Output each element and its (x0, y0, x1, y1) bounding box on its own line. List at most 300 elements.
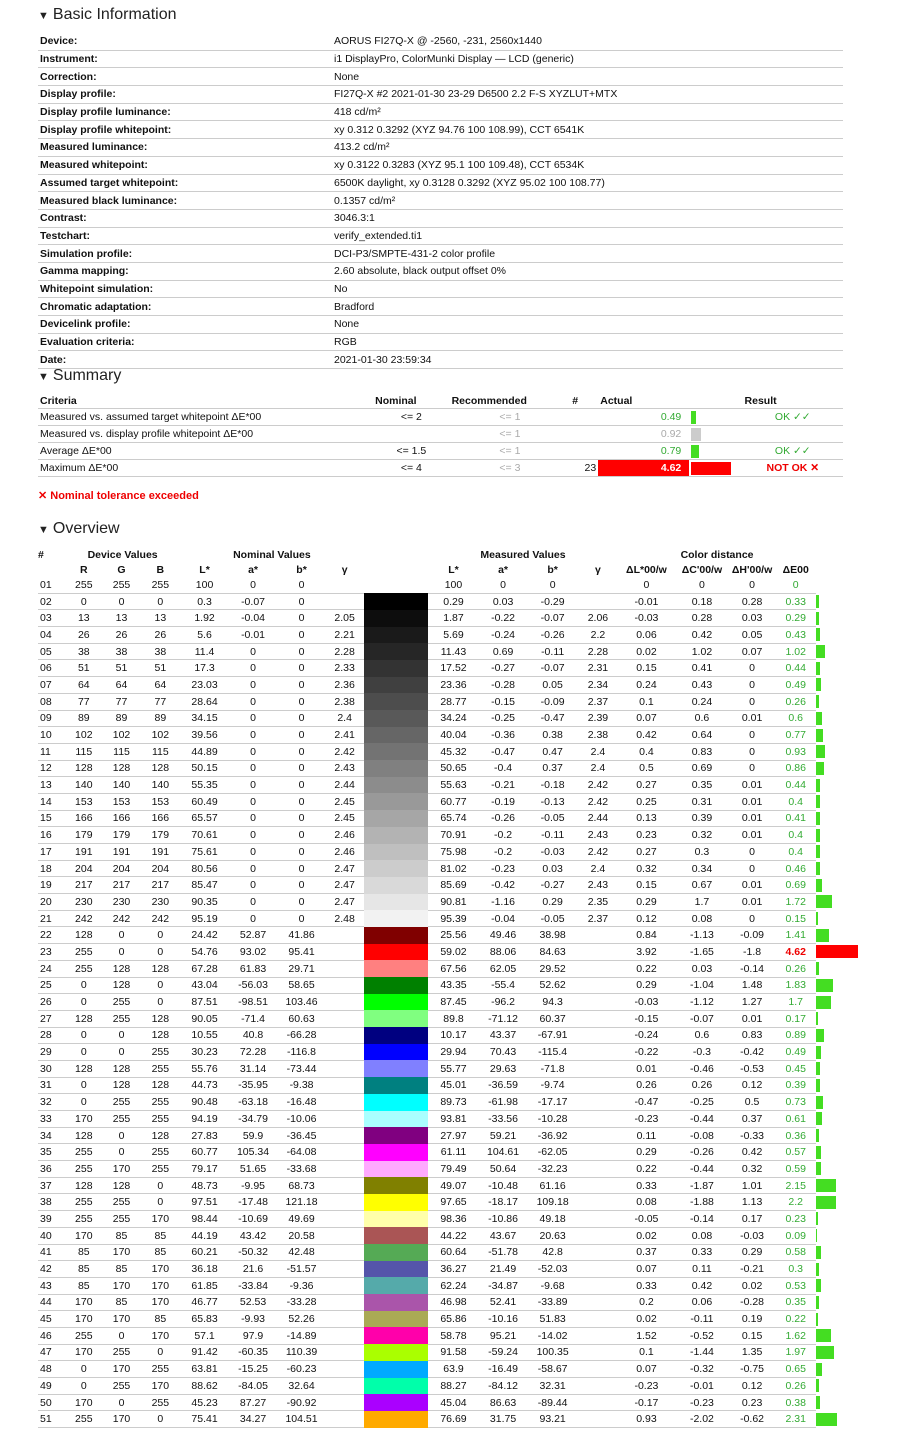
collapse-triangle-icon[interactable]: ▼ (38, 371, 49, 383)
delta-e-bar-cell (816, 1094, 868, 1111)
info-row (38, 192, 843, 210)
cell: 0.17 (729, 1211, 775, 1228)
cell: 26 (103, 627, 141, 644)
cell: 85 (140, 1244, 180, 1261)
cell: 0.3 (675, 844, 729, 861)
cell: 27.83 (180, 1127, 229, 1144)
cell: 0.6 (775, 710, 816, 727)
delta-e-bar (816, 829, 820, 842)
cell: -9.93 (229, 1311, 278, 1328)
cell: 0.01 (729, 710, 775, 727)
cell: 0.36 (775, 1127, 816, 1144)
cell: 170 (140, 1378, 180, 1395)
cell: 179 (65, 827, 103, 844)
color-swatch (364, 643, 429, 660)
cell (326, 1244, 364, 1261)
row-number: 22 (38, 927, 65, 944)
overview-row (38, 1261, 868, 1278)
cell: 128 (140, 1010, 180, 1027)
info-key: Date: (38, 351, 332, 369)
row-number: 19 (38, 877, 65, 894)
cell: -0.23 (675, 1394, 729, 1411)
cell: 0 (675, 577, 729, 593)
row-number: 48 (38, 1361, 65, 1378)
delta-e-bar-cell (816, 743, 868, 760)
cell: 255 (140, 1361, 180, 1378)
cell: 0 (103, 1144, 141, 1161)
cell: 25.56 (428, 927, 479, 944)
cell: -71.12 (479, 1010, 528, 1027)
cell: 2.4 (578, 743, 618, 760)
cell: 58.78 (428, 1327, 479, 1344)
cell: 0 (229, 860, 278, 877)
cell: 0.13 (618, 810, 675, 827)
delta-e-bar (816, 929, 829, 942)
summary-heading[interactable]: ▼ Summary (38, 367, 122, 384)
cell: -0.42 (479, 877, 528, 894)
info-value: None (332, 68, 843, 86)
color-swatch (364, 610, 429, 627)
cell: -0.36 (479, 727, 528, 744)
cell: 2.45 (326, 793, 364, 810)
color-distance-header: Color distance (680, 548, 754, 561)
cell: 2.2 (775, 1194, 816, 1211)
cell: 0 (229, 710, 278, 727)
cell: 0.12 (729, 1378, 775, 1395)
cell: 0.18 (675, 593, 729, 610)
cell: 61.83 (229, 960, 278, 977)
cell: 0 (140, 944, 180, 961)
cell: 93.21 (527, 1411, 578, 1428)
cell: 80.56 (180, 860, 229, 877)
cell: 1.27 (729, 994, 775, 1011)
cell: 170 (65, 1294, 103, 1311)
info-value: 2021-01-30 23:59:34 (332, 351, 843, 369)
info-row (38, 156, 843, 174)
cell: -66.28 (277, 1027, 326, 1044)
cell: 0.01 (729, 877, 775, 894)
cell: 48.73 (180, 1177, 229, 1194)
row-number: 42 (38, 1261, 65, 1278)
collapse-triangle-icon[interactable]: ▼ (38, 10, 49, 22)
color-swatch (364, 960, 429, 977)
cell: 1.48 (729, 977, 775, 994)
cell: 0.6 (675, 710, 729, 727)
cell: 0 (277, 627, 326, 644)
row-number: 46 (38, 1327, 65, 1344)
cell: 0 (277, 727, 326, 744)
cell: 0.35 (775, 1294, 816, 1311)
cell: 49.07 (428, 1177, 479, 1194)
overview-row (38, 827, 868, 844)
cell: 76.69 (428, 1411, 479, 1428)
cell: 0.4 (775, 827, 816, 844)
cell: 40.8 (229, 1027, 278, 1044)
color-swatch (364, 1411, 429, 1428)
cell: -0.18 (527, 777, 578, 794)
cell: 0.01 (729, 894, 775, 911)
cell (326, 977, 364, 994)
cell: 3.92 (618, 944, 675, 961)
cell: 29.71 (277, 960, 326, 977)
cell: 55.76 (180, 1060, 229, 1077)
cell: 13 (65, 610, 103, 627)
overview-table (38, 547, 868, 1428)
cell: 170 (103, 1411, 141, 1428)
delta-e-bar-cell (816, 610, 868, 627)
cell: 0 (277, 710, 326, 727)
cell: 0.38 (527, 727, 578, 744)
cell: 70.91 (428, 827, 479, 844)
row-number: 08 (38, 693, 65, 710)
delta-e-bar-cell (816, 727, 868, 744)
row-number: 32 (38, 1094, 65, 1111)
delta-e-bar (816, 1196, 836, 1209)
cell: -0.11 (527, 643, 578, 660)
cell (326, 1077, 364, 1094)
delta-e-bar-cell (816, 944, 868, 961)
cell: 0.26 (775, 960, 816, 977)
cell: 100 (428, 577, 479, 593)
cell: 89.73 (428, 1094, 479, 1111)
row-number: 27 (38, 1010, 65, 1027)
cell: 2.05 (326, 610, 364, 627)
row-number: 05 (38, 643, 65, 660)
cell: -36.59 (479, 1077, 528, 1094)
cell (326, 1294, 364, 1311)
cell: 0.23 (775, 1211, 816, 1228)
cell: -0.23 (618, 1378, 675, 1395)
cell: 65.57 (180, 810, 229, 827)
delta-e-bar-cell (816, 927, 868, 944)
cell (578, 1077, 618, 1094)
cell: 89 (65, 710, 103, 727)
info-value: 2.60 absolute, black output offset 0% (332, 262, 843, 280)
cell: 179 (140, 827, 180, 844)
cell: 0.69 (479, 643, 528, 660)
overview-row (38, 643, 868, 660)
overview-row (38, 610, 868, 627)
info-value: i1 DisplayPro, ColorMunki Display — LCD (generic) (332, 50, 843, 68)
cell: 255 (140, 1111, 180, 1128)
cell: 17.3 (180, 660, 229, 677)
cell: 10.17 (428, 1027, 479, 1044)
cell: 2.47 (326, 894, 364, 911)
cell: 34.27 (229, 1411, 278, 1428)
cell: 121.18 (277, 1194, 326, 1211)
info-key: Evaluation criteria: (38, 333, 332, 351)
delta-e-bar-cell (816, 593, 868, 610)
color-swatch (364, 1144, 429, 1161)
overview-row (38, 1027, 868, 1044)
cell: -0.17 (618, 1394, 675, 1411)
cell: 36.27 (428, 1261, 479, 1278)
cell: 81.02 (428, 860, 479, 877)
cell: 17.52 (428, 660, 479, 677)
cell: 170 (65, 1344, 103, 1361)
cell: -0.27 (527, 877, 578, 894)
cell: 230 (103, 894, 141, 911)
cell: 0 (229, 894, 278, 911)
cell: 4.62 (775, 944, 816, 961)
delta-e-bar-cell (816, 1227, 868, 1244)
cell (326, 1194, 364, 1211)
cell: -0.22 (618, 1044, 675, 1061)
cell: -34.87 (479, 1277, 528, 1294)
cell: 242 (140, 910, 180, 927)
cell: 60.21 (180, 1244, 229, 1261)
cell: 60.77 (428, 793, 479, 810)
cell: 0 (140, 1344, 180, 1361)
cell: 153 (103, 793, 141, 810)
summary-nominal: <= 2 (373, 409, 449, 426)
info-row (38, 121, 843, 139)
color-swatch (364, 1010, 429, 1027)
delta-e-bar-cell (816, 677, 868, 694)
cell: 0.42 (675, 1277, 729, 1294)
cell: 255 (103, 994, 141, 1011)
delta-e-bar-cell (816, 660, 868, 677)
cell: 0.4 (775, 793, 816, 810)
delta-e-bar (816, 1062, 820, 1075)
info-key: Chromatic adaptation: (38, 298, 332, 316)
cell: 0 (527, 577, 578, 593)
cell: -1.16 (479, 894, 528, 911)
color-swatch (364, 1094, 429, 1111)
cell: 128 (103, 1077, 141, 1094)
cell: 102 (65, 727, 103, 744)
cell: -33.89 (527, 1294, 578, 1311)
cell: 0.32 (618, 860, 675, 877)
delta-e-bar-cell (816, 710, 868, 727)
color-swatch (364, 894, 429, 911)
cell: 0 (229, 910, 278, 927)
cell (326, 593, 364, 610)
cell: 89.8 (428, 1010, 479, 1027)
row-number: 40 (38, 1227, 65, 1244)
cell: 0.45 (775, 1060, 816, 1077)
overview-row (38, 1127, 868, 1144)
delta-e-bar (816, 962, 818, 975)
column-header: a* (498, 563, 509, 576)
cell: 0.1 (618, 1344, 675, 1361)
cell: -0.07 (229, 593, 278, 610)
delta-e-bar-cell (816, 1111, 868, 1128)
cell: 0.61 (775, 1111, 816, 1128)
color-swatch (364, 1177, 429, 1194)
cell: -1.13 (675, 927, 729, 944)
overview-heading[interactable]: ▼ Overview (38, 520, 120, 537)
cell (326, 1111, 364, 1128)
cell: -10.16 (479, 1311, 528, 1328)
info-row (38, 333, 843, 351)
cell: 21.6 (229, 1261, 278, 1278)
delta-e-bar (816, 645, 825, 658)
cell: 38 (65, 643, 103, 660)
cell: 0 (103, 944, 141, 961)
overview-row (38, 1361, 868, 1378)
cell: 0.22 (618, 960, 675, 977)
cell: 49.18 (527, 1211, 578, 1228)
cell: 255 (103, 1094, 141, 1111)
row-number: 20 (38, 894, 65, 911)
cell: -32.23 (527, 1161, 578, 1178)
cell: 217 (140, 877, 180, 894)
delta-e-bar-cell (816, 1344, 868, 1361)
cell: 49.46 (479, 927, 528, 944)
cell: 0 (65, 994, 103, 1011)
cell: 0.15 (729, 1327, 775, 1344)
delta-e-bar (816, 862, 820, 875)
cell: 0 (229, 727, 278, 744)
info-row (38, 86, 843, 104)
info-row (38, 50, 843, 68)
row-number: 31 (38, 1077, 65, 1094)
cell (578, 1394, 618, 1411)
cell: -55.4 (479, 977, 528, 994)
actual-header: Actual (598, 393, 689, 409)
cell: 2.47 (326, 860, 364, 877)
cell: 0 (277, 777, 326, 794)
delta-e-bar-cell (816, 793, 868, 810)
summary-bar-cell (689, 443, 742, 460)
cell (326, 944, 364, 961)
cell: 0.07 (618, 1261, 675, 1278)
cell: 0.01 (729, 810, 775, 827)
cell: 0.86 (775, 760, 816, 777)
cell: 2.38 (578, 727, 618, 744)
cell (326, 577, 364, 593)
cell: 0.53 (775, 1277, 816, 1294)
cell: -33.84 (229, 1277, 278, 1294)
info-value: xy 0.3122 0.3283 (XYZ 95.1 100 109.48), CCT 6534K (332, 156, 843, 174)
summary-recommended: <= 1 (450, 426, 571, 443)
cell: -0.2 (479, 844, 528, 861)
cell: 0.24 (618, 677, 675, 694)
cell: 29.63 (479, 1060, 528, 1077)
delta-e-bar (816, 1263, 819, 1276)
color-swatch (364, 760, 429, 777)
cell: 128 (65, 1177, 103, 1194)
overview-row (38, 1060, 868, 1077)
delta-e-bar (816, 845, 820, 858)
delta-e-bar-cell (816, 693, 868, 710)
cell: 39.56 (180, 727, 229, 744)
row-number: 17 (38, 844, 65, 861)
color-swatch (364, 1277, 429, 1294)
cell: 55.35 (180, 777, 229, 794)
summary-header-row (38, 393, 843, 409)
cell (578, 1378, 618, 1395)
count-header: # (570, 393, 598, 409)
column-header: R (80, 563, 88, 576)
cell: 109.18 (527, 1194, 578, 1211)
cell: -64.08 (277, 1144, 326, 1161)
row-number: 39 (38, 1211, 65, 1228)
delta-e-bar (816, 745, 824, 758)
cell: 128 (140, 1127, 180, 1144)
collapse-triangle-icon[interactable]: ▼ (38, 524, 49, 536)
cell (578, 1010, 618, 1027)
info-key: Gamma mapping: (38, 262, 332, 280)
basic-info-heading[interactable]: ▼ Basic Information (38, 6, 177, 23)
cell: 140 (103, 777, 141, 794)
delta-e-bar-cell (816, 1394, 868, 1411)
cell: 2.48 (326, 910, 364, 927)
cell: 242 (103, 910, 141, 927)
overview-column-header-row (38, 562, 868, 577)
cell: 0 (729, 760, 775, 777)
cell: 34.15 (180, 710, 229, 727)
cell: 230 (65, 894, 103, 911)
cell: 90.05 (180, 1010, 229, 1027)
cell: 170 (140, 1211, 180, 1228)
cell: 0.28 (729, 593, 775, 610)
cell: 28.77 (428, 693, 479, 710)
delta-e-bar-cell (816, 1378, 868, 1395)
summary-bar-cell (689, 409, 742, 426)
info-row (38, 245, 843, 263)
cell: 255 (103, 1111, 141, 1128)
cell: 0.67 (675, 877, 729, 894)
cell: 0.89 (775, 1027, 816, 1044)
cell: 0.58 (775, 1244, 816, 1261)
info-row (38, 227, 843, 245)
cell: -0.24 (479, 627, 528, 644)
cell: 38 (103, 643, 141, 660)
cell: 0.19 (729, 1311, 775, 1328)
result-header: Result (743, 393, 843, 409)
cell: 166 (140, 810, 180, 827)
summary-bar (691, 462, 731, 475)
cell: -9.74 (527, 1077, 578, 1094)
row-number: 44 (38, 1294, 65, 1311)
delta-e-bar (816, 678, 820, 691)
color-swatch (364, 1060, 429, 1077)
cell: 140 (140, 777, 180, 794)
cell: 0 (229, 677, 278, 694)
cell (578, 1127, 618, 1144)
cell: 0 (729, 910, 775, 927)
cell: -0.62 (729, 1411, 775, 1428)
cell: -0.05 (618, 1211, 675, 1228)
cell: 0.41 (775, 810, 816, 827)
color-swatch (364, 1394, 429, 1411)
cell (578, 944, 618, 961)
overview-row (38, 894, 868, 911)
cell: 0.33 (675, 1244, 729, 1261)
cell: -52.03 (527, 1261, 578, 1278)
cell: 128 (65, 927, 103, 944)
cell: 255 (103, 1344, 141, 1361)
cell (326, 1411, 364, 1428)
cell: 153 (65, 793, 103, 810)
cell: 1.35 (729, 1344, 775, 1361)
cell: -0.14 (729, 960, 775, 977)
row-number: 07 (38, 677, 65, 694)
cell: 0 (229, 643, 278, 660)
cell: 51 (65, 660, 103, 677)
delta-e-bar (816, 1029, 824, 1042)
cell: 0.42 (729, 1144, 775, 1161)
cell: 0 (277, 793, 326, 810)
cell: 0 (140, 1411, 180, 1428)
cell: 255 (65, 960, 103, 977)
cell: -0.25 (675, 1094, 729, 1111)
cell (578, 1261, 618, 1278)
delta-e-bar-cell (816, 1127, 868, 1144)
cell: 98.36 (428, 1211, 479, 1228)
